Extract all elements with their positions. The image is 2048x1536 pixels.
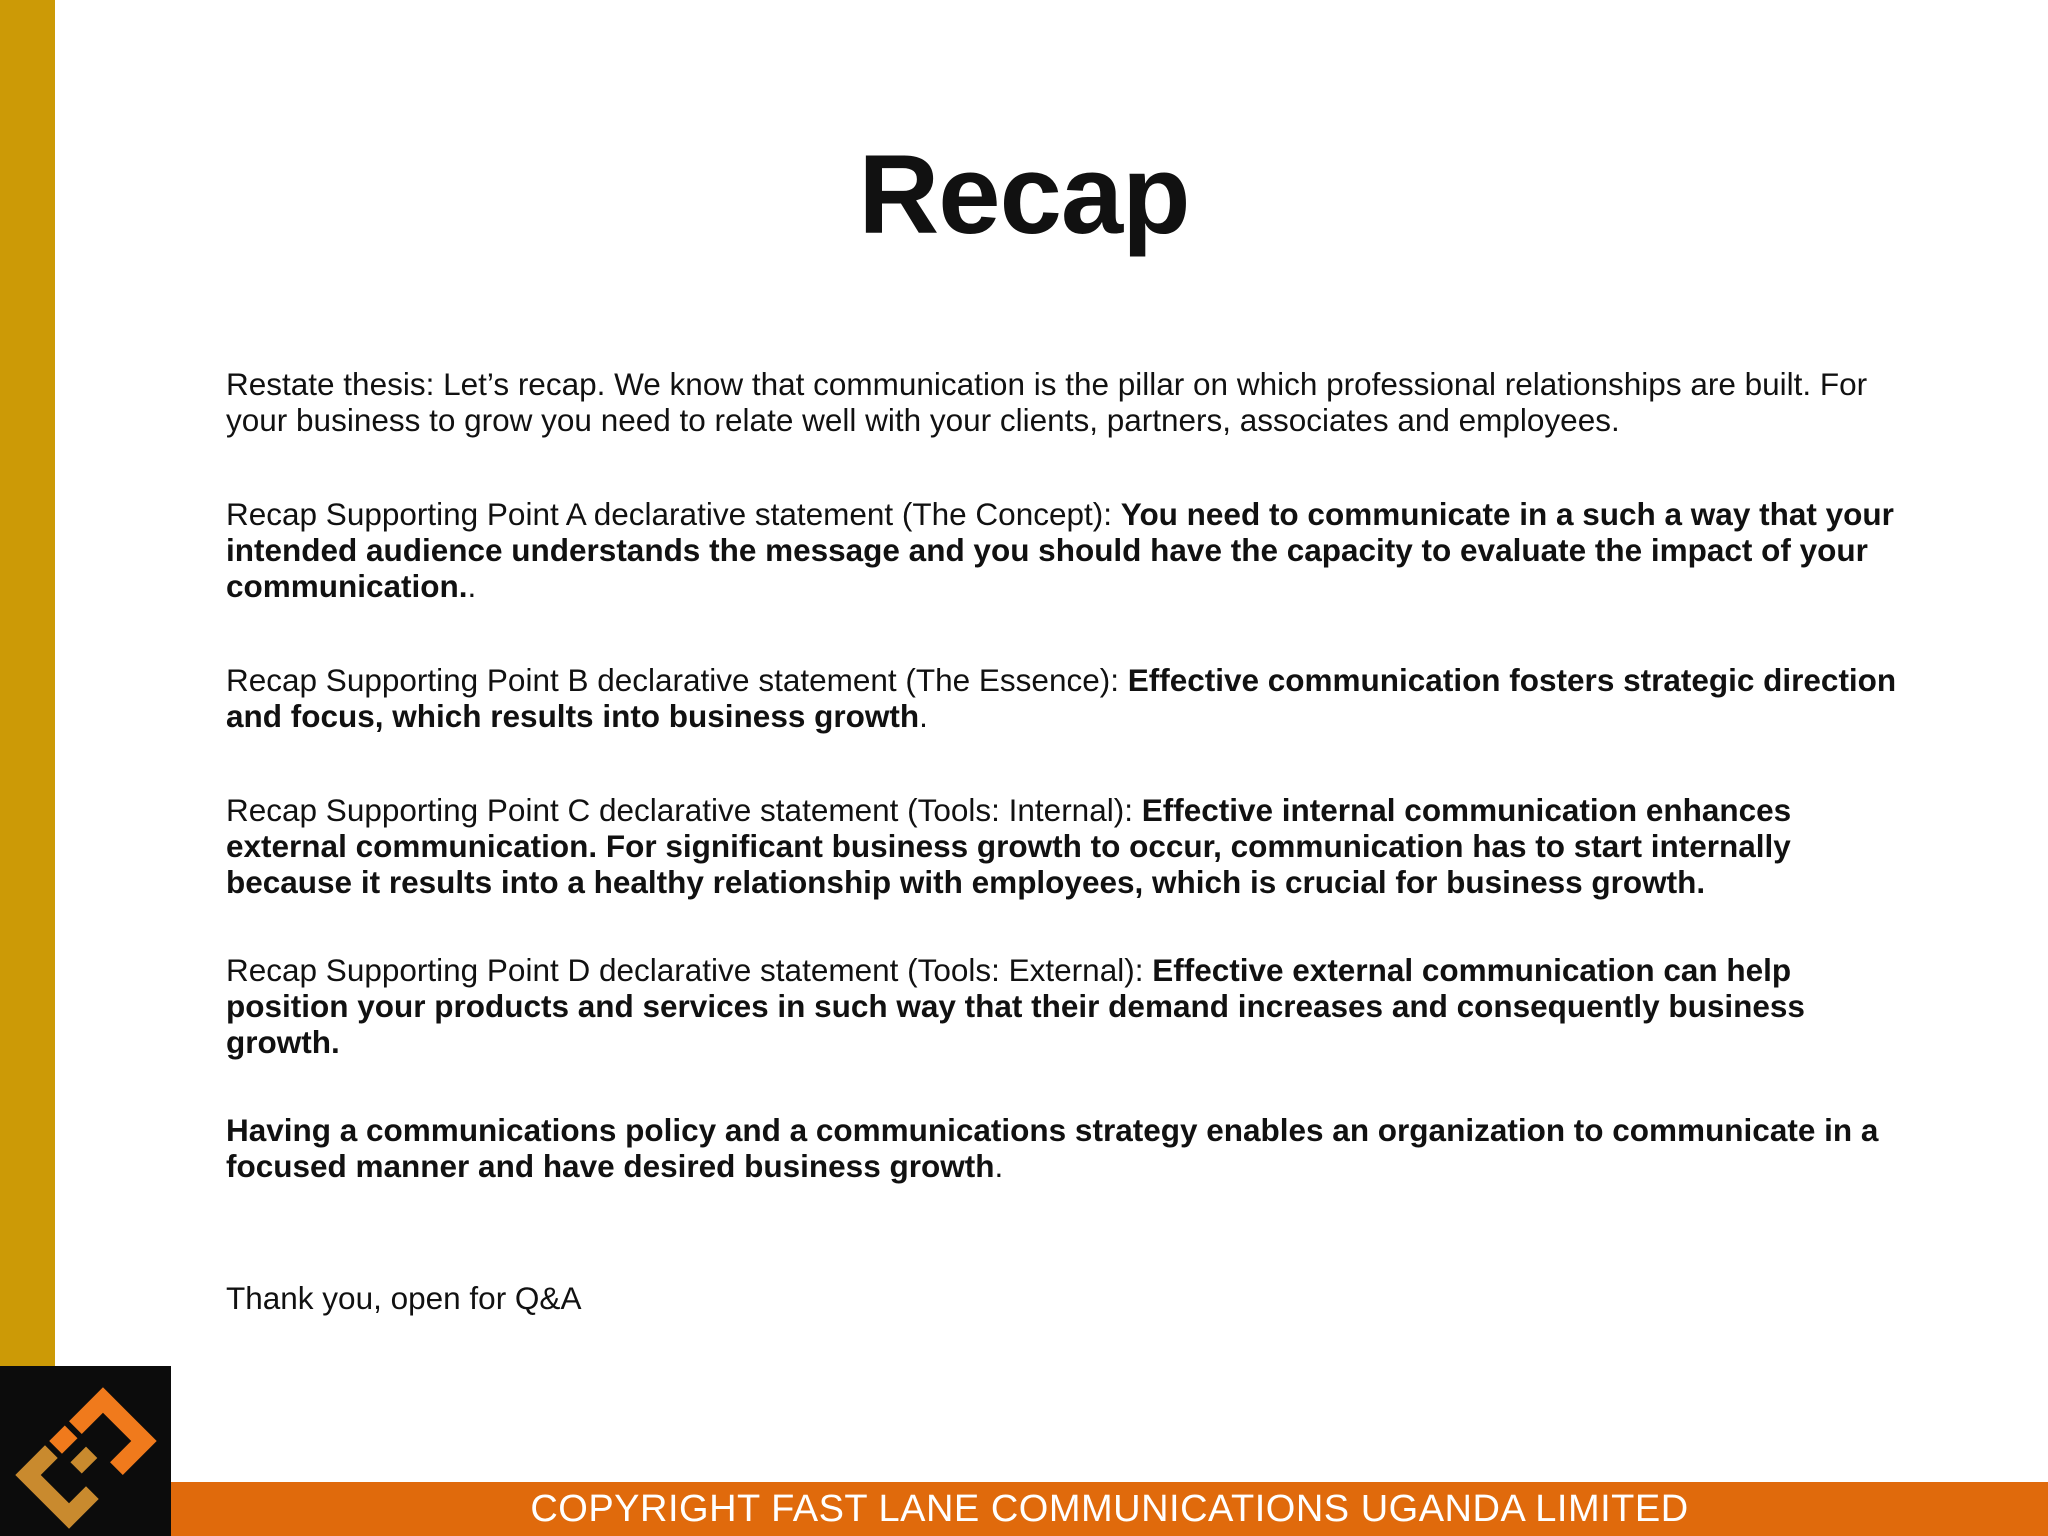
point-c-label: Recap Supporting Point C declarative statement (Tools: Internal): — [226, 792, 1142, 828]
point-a-tail: . — [467, 568, 477, 604]
paragraph-point-d — [226, 952, 1906, 1060]
slide-title: Recap — [858, 132, 1190, 257]
paragraph-policy — [226, 1112, 1906, 1184]
slide-body — [226, 366, 1906, 1316]
closing-text: Thank you, open for Q&A — [226, 1280, 582, 1316]
fast-lane-logo-icon — [0, 1366, 171, 1536]
policy-tail: . — [994, 1148, 1004, 1184]
point-c-statement: Effective internal communication enhances external communication. For significant business growth to occur, communication has to start internally because it results into a healthy relationship with employees, which is crucial for business growth. — [226, 792, 1792, 900]
paragraph-point-c — [226, 792, 1906, 900]
paragraph-point-b — [226, 662, 1906, 734]
point-b-tail: . — [919, 698, 928, 734]
paragraph-point-a — [226, 496, 1906, 604]
point-a-statement: You need to communicate in a such a way that your intended audience understands the message and you should have the capacity to evaluate the impact of your communication. — [226, 496, 1894, 604]
logo-graphic — [0, 1366, 171, 1536]
paragraph-closing — [226, 1280, 1906, 1316]
point-d-statement: Effective external communication can help position your products and services in such way that their demand increases and consequently business growth. — [226, 952, 1805, 1060]
point-a-label: Recap Supporting Point A declarative statement (The Concept): — [226, 496, 1121, 532]
point-d-label: Recap Supporting Point D declarative statement (Tools: External): — [226, 952, 1153, 988]
point-b-statement: Effective communication fosters strategic direction and focus, which results into business growth — [226, 662, 1897, 734]
footer-copyright: COPYRIGHT FAST LANE COMMUNICATIONS UGANDA LIMITED — [171, 1482, 2048, 1536]
point-b-label: Recap Supporting Point B declarative statement (The Essence): — [226, 662, 1128, 698]
paragraph-thesis — [226, 366, 1906, 438]
policy-statement: Having a communications policy and a communications strategy enables an organization to communicate in a focused manner and have desired business growth — [226, 1112, 1879, 1184]
thesis-text: Restate thesis: Let’s recap. We know that communication is the pillar on which professional relationships are built. For your business to grow you need to relate well with your clients, partners, associates and employees. — [226, 366, 1868, 438]
